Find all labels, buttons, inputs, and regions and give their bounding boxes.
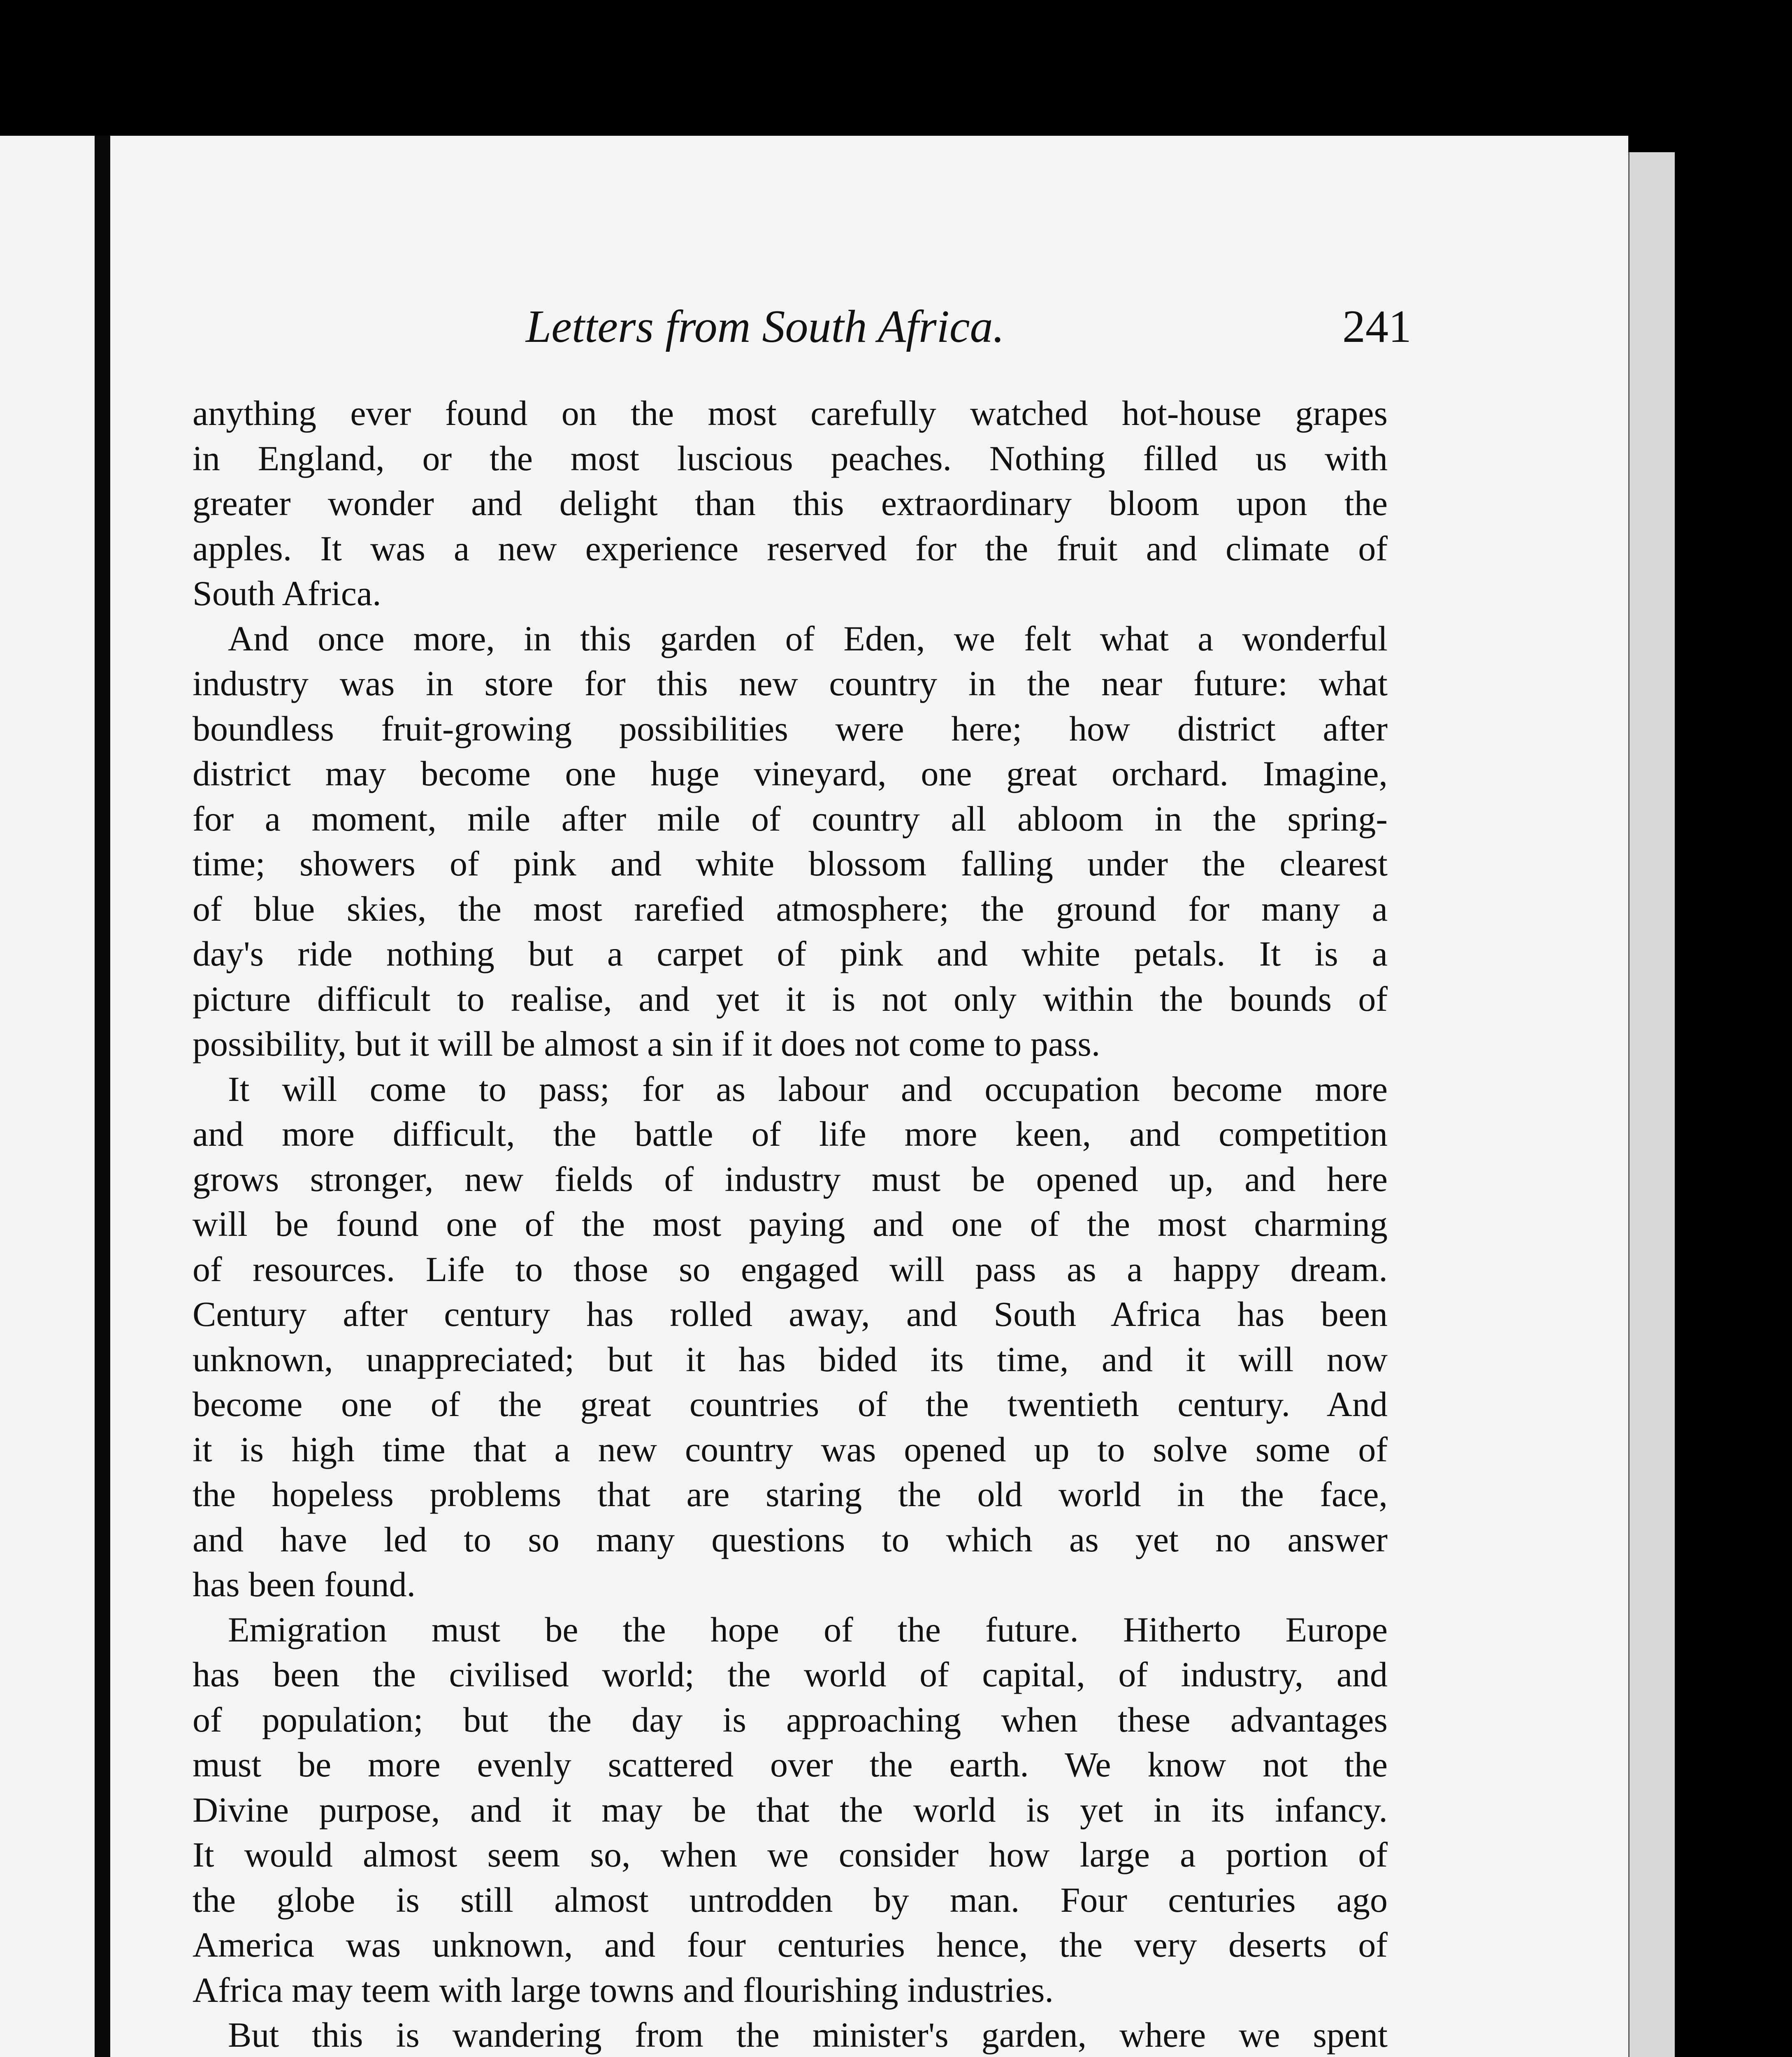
page-number: 241	[1342, 301, 1411, 352]
text-line: for a moment, mile after mile of country all abloom in the spring-	[193, 799, 1388, 838]
text-line: unknown, unappreciated; but it has bided its time, and it will now	[193, 1339, 1388, 1379]
text-line: the hopeless problems that are staring the old world in the face,	[193, 1474, 1388, 1514]
text-line: the globe is still almost untrodden by man. Four centuries ago	[193, 1880, 1388, 1920]
text-line: time; showers of pink and white blossom falling under the clearest	[193, 844, 1388, 883]
book-gutter	[95, 136, 111, 2057]
text-line: America was unknown, and four centuries hence, the very deserts of	[193, 1925, 1388, 1964]
text-line: in England, or the most luscious peaches. Nothing filled us with	[193, 438, 1388, 478]
book-page	[110, 136, 1628, 2057]
text-line: And once more, in this garden of Eden, we felt what a wonderful	[193, 618, 1388, 658]
text-line: It would almost seem so, when we consider how large a portion of	[193, 1835, 1388, 1874]
text-line: It will come to pass; for as labour and occupation become more	[193, 1069, 1388, 1109]
text-line: Century after century has rolled away, and South Africa has been	[193, 1294, 1388, 1334]
text-line: anything ever found on the most carefully watched hot-house grapes	[193, 393, 1388, 433]
text-line: has been the civilised world; the world of capital, of industry, and	[193, 1655, 1388, 1694]
facing-page-edge	[0, 136, 103, 2057]
body-text	[193, 391, 1388, 2057]
text-line: and have led to so many questions to which as yet no answer	[193, 1519, 1388, 1559]
text-line: industry was in store for this new country in the near future: what	[193, 664, 1388, 703]
text-line: of population; but the day is approaching when these advantages	[193, 1699, 1388, 1739]
running-title: Letters from South Africa.	[526, 301, 1005, 352]
text-line: But this is wandering from the minister's garden, where we spent	[193, 2015, 1388, 2055]
text-line: South Africa.	[193, 573, 381, 613]
text-line: boundless fruit-growing possibilities were here; how district after	[193, 708, 1388, 748]
text-line: become one of the great countries of the twentieth century. And	[193, 1384, 1388, 1424]
page-header	[110, 300, 1628, 374]
text-line: grows stronger, new fields of industry must be opened up, and here	[193, 1159, 1388, 1199]
text-line: will be found one of the most paying and one of the most charming	[193, 1204, 1388, 1244]
text-line: day's ride nothing but a carpet of pink and white petals. It is a	[193, 934, 1388, 973]
text-line: it is high time that a new country was opened up to solve some of	[193, 1429, 1388, 1469]
text-line: of blue skies, the most rarefied atmosphere; the ground for many a	[193, 889, 1388, 929]
text-line: greater wonder and delight than this extraordinary bloom upon the	[193, 483, 1388, 523]
text-line: and more difficult, the battle of life more keen, and competition	[193, 1114, 1388, 1154]
text-line: possibility, but it will be almost a sin if it does not come to pass.	[193, 1024, 1100, 1063]
text-line: apples. It was a new experience reserved for the fruit and climate of	[193, 528, 1388, 568]
text-line: must be more evenly scattered over the earth. We know not the	[193, 1745, 1388, 1784]
text-line: Divine purpose, and it may be that the world is yet in its infancy.	[193, 1790, 1388, 1829]
text-line: has been found.	[193, 1565, 416, 1604]
text-line: district may become one huge vineyard, one great orchard. Imagine,	[193, 754, 1388, 793]
text-line: Africa may teem with large towns and flourishing industries.	[193, 1970, 1054, 2010]
page-stack-edge	[1627, 152, 1675, 2057]
text-line: picture difficult to realise, and yet it is not only within the bounds of	[193, 979, 1388, 1019]
text-line: of resources. Life to those so engaged will pass as a happy dream.	[193, 1249, 1388, 1289]
text-line: Emigration must be the hope of the future. Hitherto Europe	[193, 1609, 1388, 1649]
